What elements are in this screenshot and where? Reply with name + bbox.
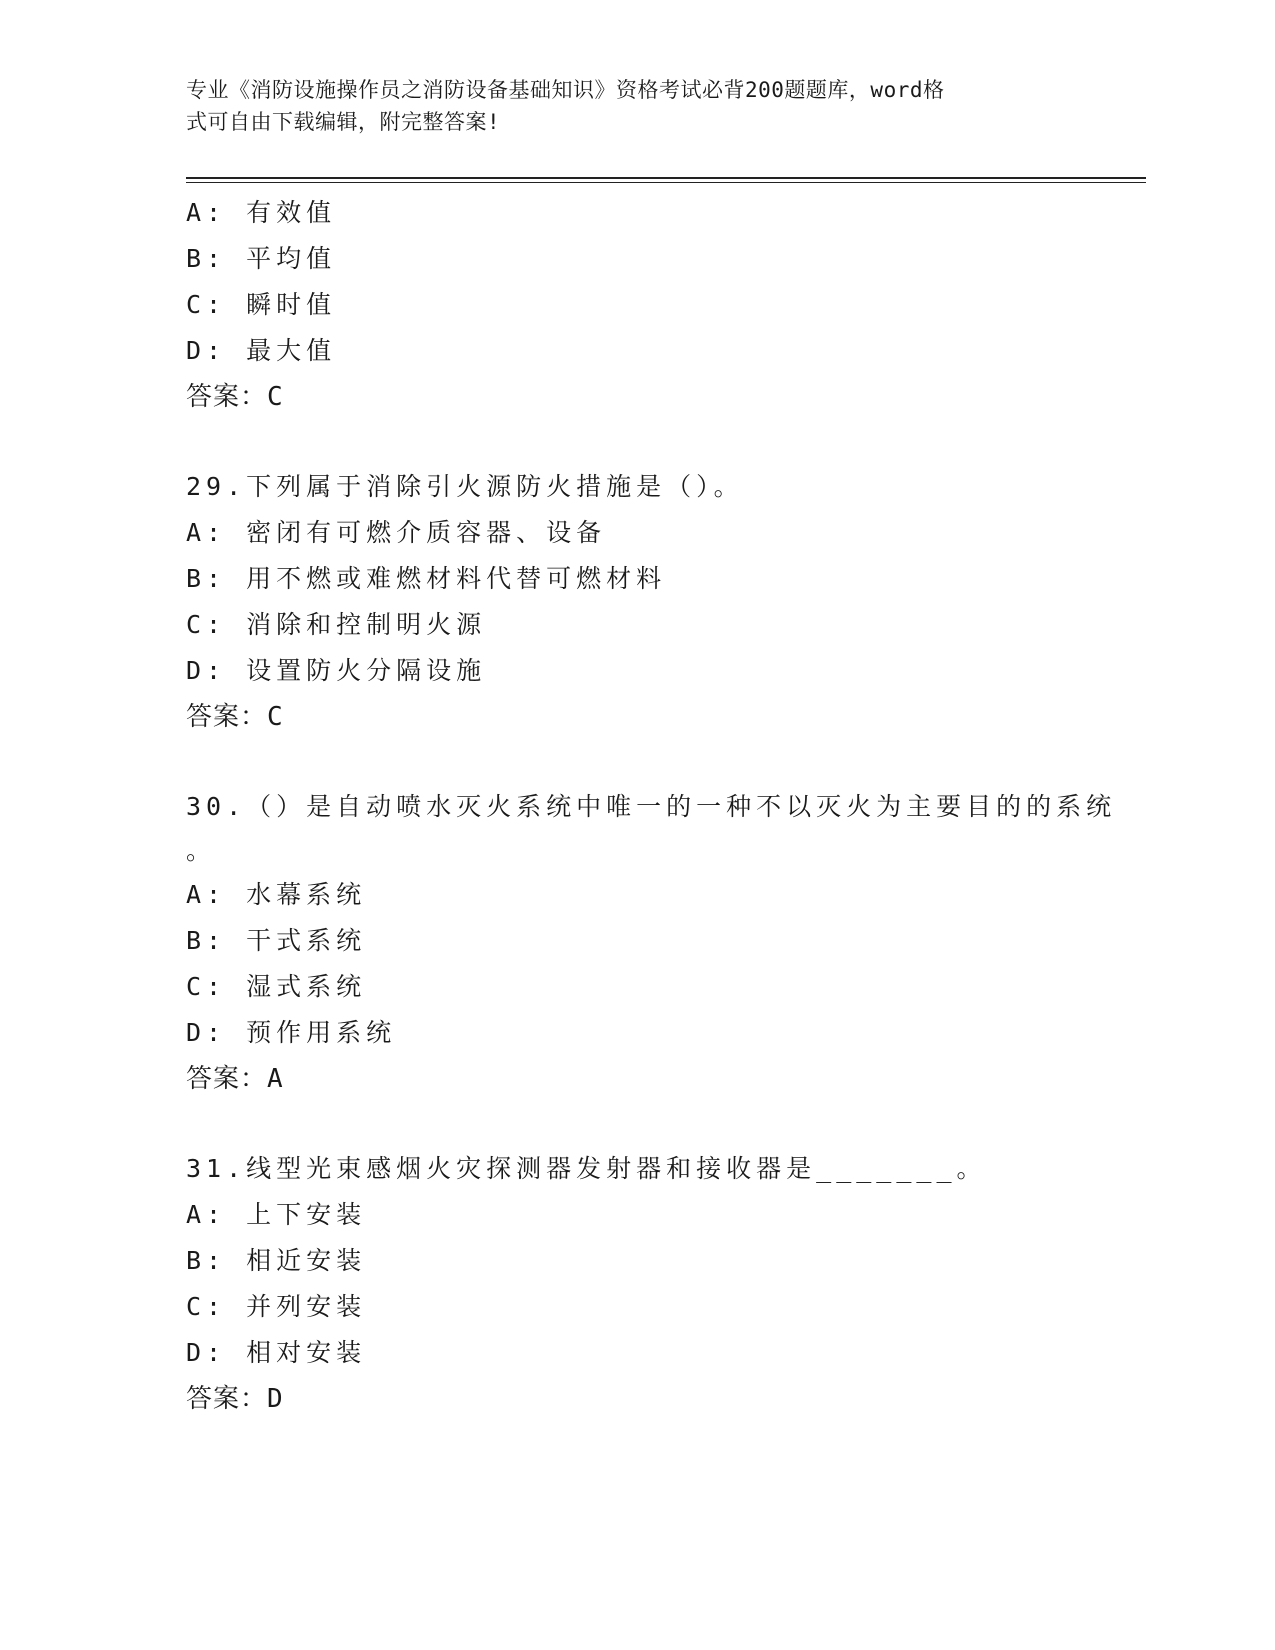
question-stem: 31.线型光束感烟火灾探测器发射器和接收器是_______。 xyxy=(186,1154,987,1183)
option-a: A: 水幕系统 xyxy=(186,880,367,909)
question-stem-continued: 。 xyxy=(186,836,212,865)
question-stem: 30.（）是自动喷水灭火系统中唯一的一种不以灭火为主要目的的系统 xyxy=(186,792,1117,821)
option-b: B: 干式系统 xyxy=(186,926,367,955)
option-a: A: 密闭有可燃介质容器、设备 xyxy=(186,518,607,547)
option-c: C: 瞬时值 xyxy=(186,290,337,319)
option-c: C: 并列安装 xyxy=(186,1292,367,1321)
option-a: A: 上下安装 xyxy=(186,1200,367,1229)
header-line-2: 式可自由下载编辑，附完整答案! xyxy=(186,110,501,134)
option-b: B: 用不燃或难燃材料代替可燃材料 xyxy=(186,564,667,593)
option-b: B: 相近安装 xyxy=(186,1246,367,1275)
option-d: D: 相对安装 xyxy=(186,1338,367,1367)
answer: 答案：C xyxy=(186,702,284,732)
header-divider-thin xyxy=(186,182,1146,183)
question-30 xyxy=(186,784,1117,1102)
question-31 xyxy=(186,1146,1086,1422)
option-d: D: 最大值 xyxy=(186,336,337,365)
option-d: D: 设置防火分隔设施 xyxy=(186,656,487,685)
question-list xyxy=(186,190,1117,1422)
header-line-1: 专业《消防设施操作员之消防设备基础知识》资格考试必背200题题库，word格 xyxy=(186,78,945,102)
option-c: C: 消除和控制明火源 xyxy=(186,610,487,639)
option-c: C: 湿式系统 xyxy=(186,972,367,1001)
option-d: D: 预作用系统 xyxy=(186,1018,397,1047)
answer: 答案：C xyxy=(186,382,284,412)
option-b: B: 平均值 xyxy=(186,244,337,273)
question-stem: 29.下列属于消除引火源防火措施是（）。 xyxy=(186,472,744,501)
header-divider-thick xyxy=(186,177,1146,179)
document-header xyxy=(186,74,1066,138)
question-28 xyxy=(186,190,1086,420)
answer: 答案：D xyxy=(186,1384,284,1414)
question-29 xyxy=(186,464,1086,740)
option-a: A: 有效值 xyxy=(186,198,337,227)
answer: 答案：A xyxy=(186,1064,284,1094)
